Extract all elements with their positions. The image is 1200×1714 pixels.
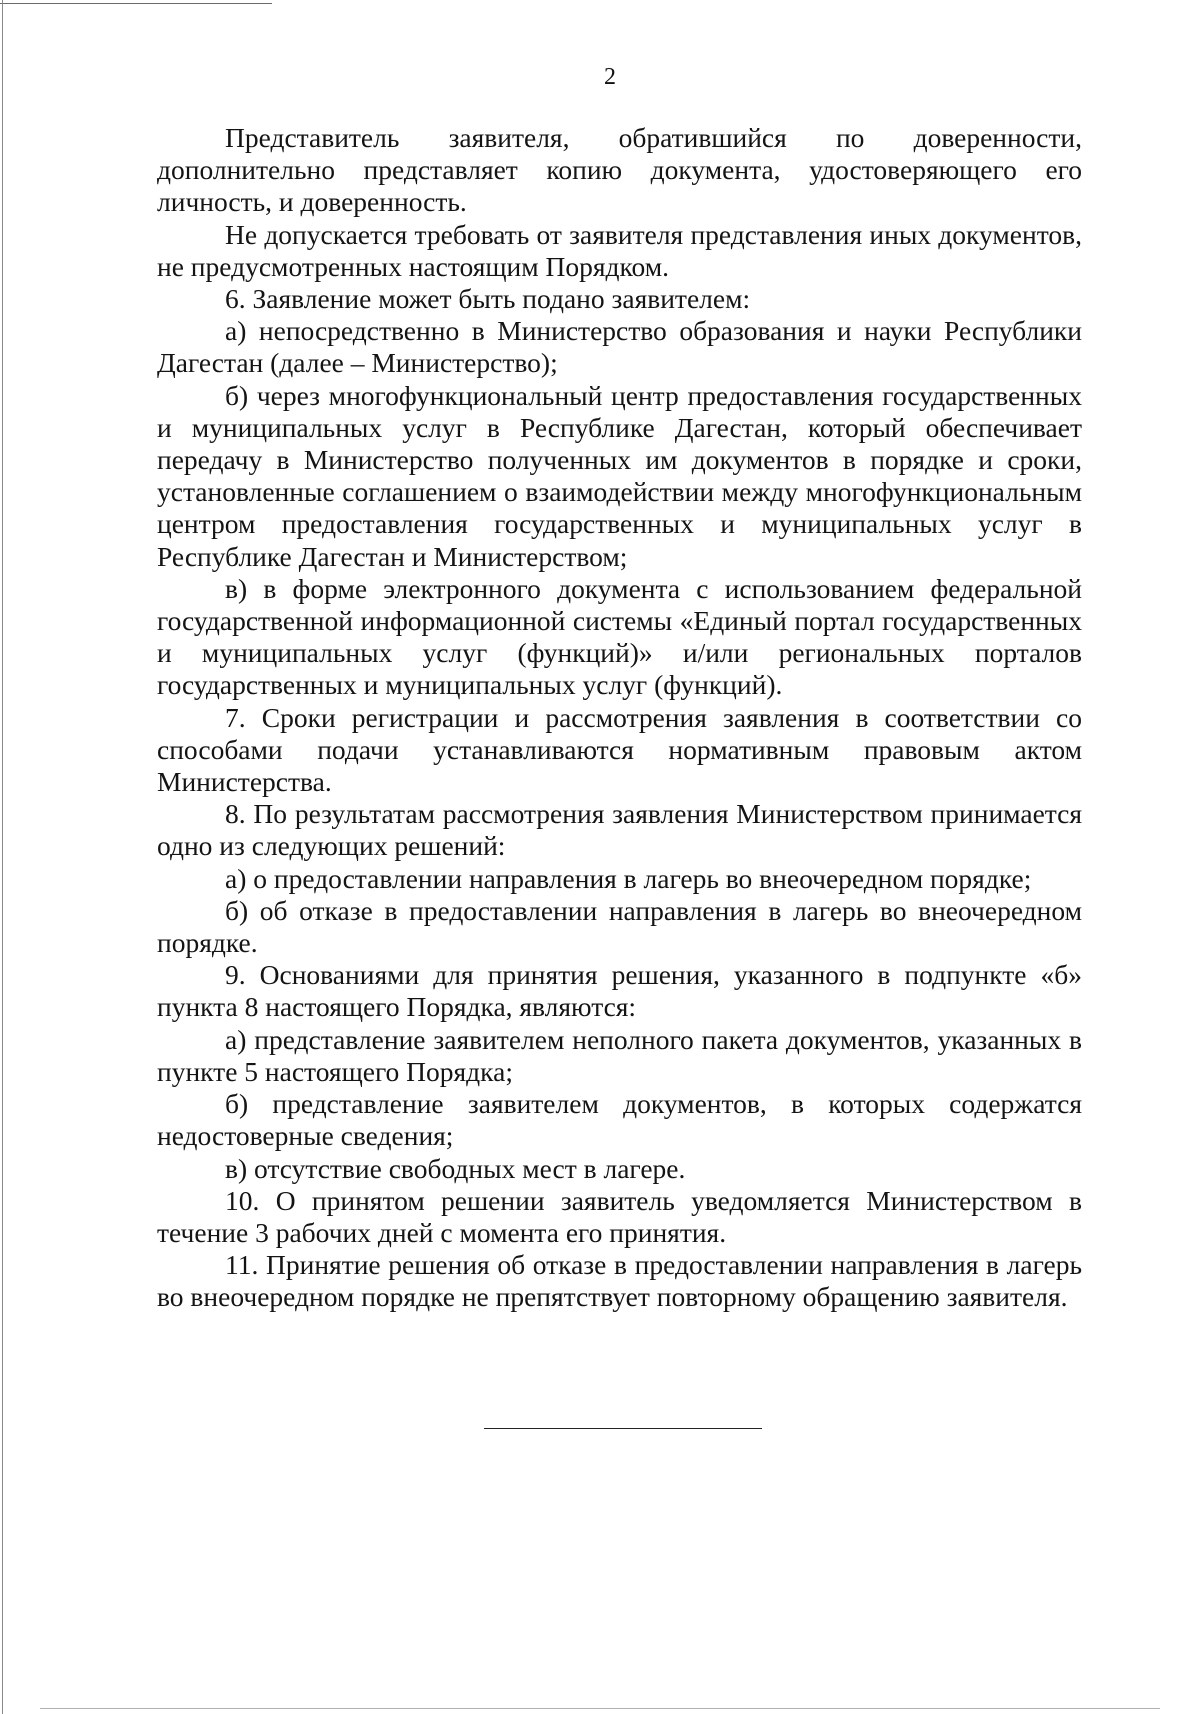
scan-edge-bottom <box>40 1708 1160 1709</box>
document-body <box>157 122 1082 1314</box>
paragraph-item-9a: а) представление заявителем неполного пакета документов, указанных в пункте 5 настоящего Порядка; <box>157 1023 1082 1087</box>
paragraph-item-8: 8. По результатам рассмотрения заявления Министерством принимается одно из следующих решений: <box>157 798 1082 862</box>
paragraph-item-9v: в) отсутствие свободных мест в лагере. <box>225 1152 686 1184</box>
paragraph-item-8b: б) об отказе в предоставлении направления в лагерь во внеочередном порядке. <box>157 894 1082 959</box>
page-number: 2 <box>604 64 616 90</box>
paragraph-item-11: 11. Принятие решения об отказе в предоставлении направления в лагерь во внеочередном порядке не препятствует повторному обращению заявителя. <box>157 1249 1082 1313</box>
paragraph-item-9b: б) представление заявителем документов, в которых содержатся недостоверные сведения; <box>157 1088 1082 1152</box>
scan-edge-left <box>2 0 3 1714</box>
paragraph-representative: Представитель заявителя, обратившийся по доверенности, дополнительно представляет копию документа, удостоверяющего его личность, и доверенность. <box>157 122 1082 218</box>
paragraph-item-6a: а) непосредственно в Министерство образования и науки Республики Дагестан (далее – Министерство); <box>157 315 1082 379</box>
paragraph-item-7: 7. Сроки регистрации и рассмотрения заявления в соответствии со способами подачи устанавливаются нормативным правовым актом Министерства. <box>157 701 1082 798</box>
paragraph-item-6: 6. Заявление может быть подано заявителем: <box>225 283 751 315</box>
paragraph-item-6v: в) в форме электронного документа с использованием федеральной государственной информационной системы «Единый портал государственных и муниципальных услуг (функций)» и/или региональных порталов государственных и муниципальных услуг (функций). <box>157 572 1082 701</box>
paragraph-no-extra-documents: Не допускается требовать от заявителя представления иных документов, не предусмотренных настоящим Порядком. <box>157 218 1082 282</box>
paragraph-item-8a: а) о предоставлении направления в лагерь во внеочередном порядке; <box>225 862 1032 894</box>
end-of-document-rule <box>484 1428 762 1429</box>
paragraph-item-10: 10. О принятом решении заявитель уведомляется Министерством в течение 3 рабочих дней с момента его принятия. <box>157 1184 1082 1248</box>
paragraph-item-9: 9. Основаниями для принятия решения, указанного в подпункте «б» пункта 8 настоящего Порядка, являются: <box>157 959 1082 1023</box>
scan-edge-top <box>0 3 272 4</box>
paragraph-item-6b: б) через многофункциональный центр предоставления государственных и муниципальных услуг в Республике Дагестан, который обеспечивает передачу в Министерство полученных им документов в порядке и сроки, установленные соглашением о взаимодействии между многофункциональным центром предоставления государственных и муниципальных услуг в Республике Дагестан и Министерством; <box>157 379 1082 572</box>
